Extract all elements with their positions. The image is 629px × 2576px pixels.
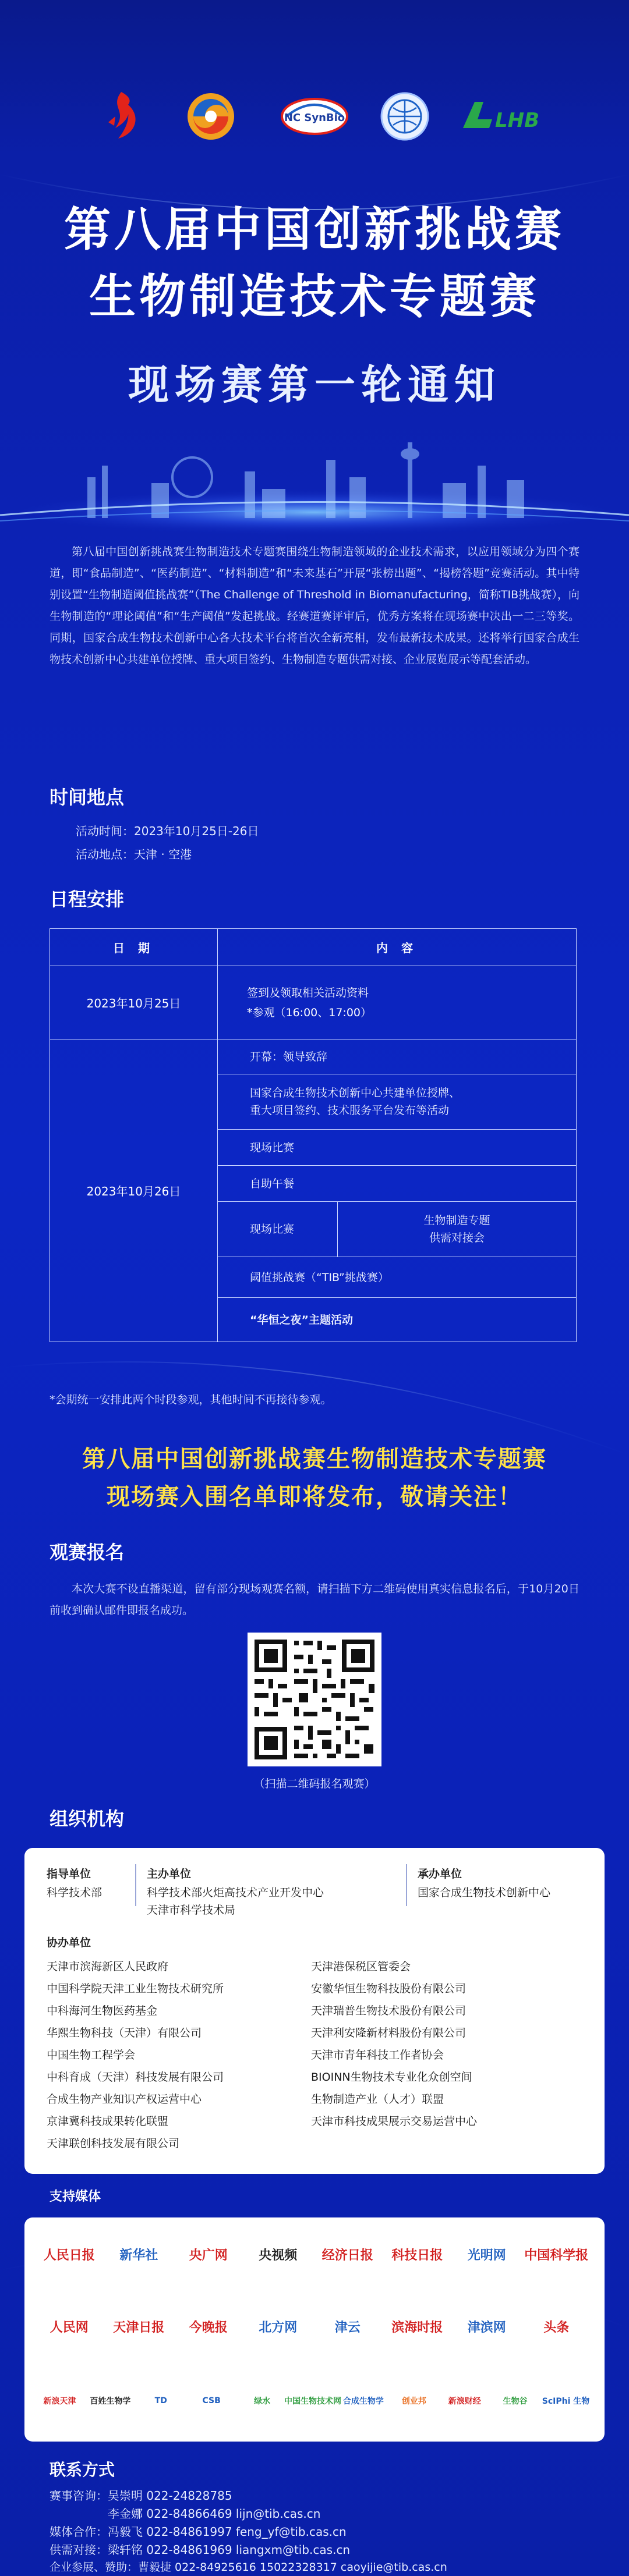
undertake-unit: 国家合成生物技术创新中心 (418, 1886, 551, 1899)
co-organizer-item: 华熙生物科技（天津）有限公司 (47, 2027, 202, 2039)
media-logo: 津云 (334, 2320, 361, 2335)
media-logo: 央广网 (189, 2248, 228, 2263)
co-organizer-item: 中科海河生物医药基金 (47, 2004, 158, 2017)
co-organizer-item: 天津利安隆新材料股份有限公司 (311, 2027, 467, 2039)
media-logo: 光明网 (467, 2248, 506, 2263)
qr-code-icon (248, 1633, 381, 1766)
day2-evening-event: “华恒之夜”主题活动 (250, 1313, 353, 1326)
logo-bar (0, 87, 629, 175)
guide-unit: 科学技术部 (47, 1886, 103, 1899)
co-organizers-right (311, 1956, 477, 2133)
media-logo: 天津日报 (113, 2320, 165, 2335)
media-logo: 北方网 (259, 2320, 298, 2335)
lhb-label: LHB (495, 109, 540, 132)
lhb-icon (457, 87, 540, 146)
media-logo: 百姓生物学 (90, 2397, 131, 2406)
media-logo: 滨海时报 (391, 2320, 443, 2335)
registration-heading: 观赛报名 (50, 1541, 125, 1563)
day2-matchmaking-line2: 供需对接会 (429, 1232, 485, 1244)
co-organizer-item: 天津市青年科技工作者协会 (311, 2049, 444, 2061)
media-logo: 头条 (543, 2320, 570, 2335)
swirl-emblem-icon (182, 87, 240, 146)
schedule-heading: 日程安排 (50, 888, 125, 910)
announcement-line2: 现场赛入围名单即将发布，敬请关注！ (107, 1484, 522, 1510)
day2-ceremony-line1: 国家合成生物技术创新中心共建单位授牌、 (250, 1087, 461, 1099)
media-logo: 今晚报 (189, 2320, 228, 2335)
media-logo: 科技日报 (391, 2248, 443, 2263)
media-logo: 新浪财经 (448, 2397, 481, 2406)
day2-matchmaking-line1: 生物制造专题 (423, 1214, 490, 1227)
contact-line-1: 赛事咨询：吴崇明 022-24828785 (50, 2489, 232, 2503)
media-row-3 (36, 2380, 593, 2421)
day2-ceremony-line2: 重大项目签约、技术服务平台发布等活动 (250, 1104, 450, 1117)
co-organizer-item: 天津市滨海新区人民政府 (47, 1960, 169, 1973)
co-organizer-item: 天津联创科技发展有限公司 (47, 2137, 180, 2150)
schedule-col-content: 内 容 (376, 941, 418, 955)
media-logo: ScIPhi 生物 (542, 2397, 590, 2406)
contact-line-4: 供需对接：梁轩铭 022-84861969 liangxm@tib.cas.cn (50, 2543, 351, 2557)
day1-line1: 签到及领取相关活动资料 (247, 986, 369, 999)
media-logo: 中国科学报 (524, 2248, 589, 2263)
media-logo: 创业邦 (401, 2397, 426, 2406)
co-organizer-title: 协办单位 (47, 1936, 91, 1949)
day2-date: 2023年10月26日 (50, 1039, 218, 1342)
contact-heading: 联系方式 (50, 2460, 115, 2479)
registration-text (50, 1578, 579, 1621)
media-logo: 经济日报 (321, 2248, 373, 2263)
main-title-line1: 第八届中国创新挑战赛 (64, 203, 565, 257)
co-organizer-item: 天津市科技成果展示交易运营中心 (311, 2115, 478, 2128)
organizers-divider (135, 1864, 136, 1906)
media-logo: 新浪天津 (43, 2397, 76, 2406)
host-unit-1: 科学技术部火炬高技术产业开发中心 (147, 1886, 324, 1899)
schedule-row-day2 (50, 1039, 576, 1342)
organizers-heading: 组织机构 (50, 1808, 125, 1830)
day2-ceremony (218, 1074, 576, 1130)
host-unit-2: 天津市科学技术局 (147, 1904, 236, 1917)
schedule-header-row (50, 929, 576, 966)
co-organizer-item: 天津港保税区管委会 (311, 1960, 411, 1973)
skyline-illustration (0, 407, 629, 530)
nc-synbio-icon (274, 87, 355, 146)
co-organizer-item: 中国生物工程学会 (47, 2049, 136, 2061)
undertake-title: 承办单位 (418, 1868, 462, 1880)
intro-text (50, 541, 579, 670)
host-title: 主办单位 (147, 1868, 192, 1880)
announcement-line1: 第八届中国创新挑战赛生物制造技术专题赛 (82, 1446, 547, 1472)
media-logo: TD (154, 2396, 167, 2405)
media-logo: 人民日报 (43, 2248, 95, 2263)
media-row-2 (36, 2306, 593, 2347)
media-logo: 新华社 (119, 2248, 158, 2263)
day2-competition-1: 现场比赛 (218, 1130, 576, 1166)
media-row-1 (36, 2234, 593, 2275)
media-logo: CSB (202, 2396, 221, 2405)
intro-paragraph: 第八届中国创新挑战赛生物制造技术专题赛围绕生物制造领域的企业技术需求，以应用领域分为四个赛道，即“食品制造”、“医药制造”、“材料制造”和“未来基石”开展“张榜出题”、“揭榜答题”竞赛活动。其中特别设置“生物制造阈值挑战赛”（The Challenge of Threshold in Biomanufacturing，简称TIB挑战赛），向生物制造的“理论阈值”和“生产阈值”发起挑战。经赛道赛评审后，优秀方案将在现场赛中决出一二三等奖。同期，国家合成生物技术创新中心各大技术平台将首次全新亮相，发布最新技术成果。还将举行国家合成生物技术创新中心共建单位授牌、重大项目签约、生物制造专题供需对接、企业展览展示等配套活动。 (50, 545, 579, 666)
day2-lunch: 自助午餐 (218, 1166, 576, 1202)
media-logo: 中国生物技术网 (284, 2397, 341, 2406)
organizers-divider (406, 1864, 407, 1906)
media-heading: 支持媒体 (50, 2190, 101, 2204)
media-logo: 绿水 (254, 2397, 271, 2406)
co-organizer-item: 中科育成（天津）科技发展有限公司 (47, 2071, 224, 2084)
organizers-card (24, 1848, 605, 2174)
day2-competition-2: 现场比赛 (218, 1202, 338, 1257)
co-organizers-left (47, 1956, 224, 2155)
day2-tib-challenge: 阈值挑战赛（“TIB”挑战赛） (218, 1257, 576, 1298)
media-logo: 人民网 (50, 2320, 89, 2335)
event-place: 活动地点：天津 · 空港 (76, 847, 192, 861)
time-place-heading: 时间地点 (50, 786, 125, 808)
main-title-line2: 生物制造技术专题赛 (89, 269, 540, 324)
co-organizer-item: 京津冀科技成果转化联盟 (47, 2115, 169, 2128)
day1-date: 2023年10月25日 (50, 966, 218, 1039)
registration-qr-code[interactable] (248, 1633, 381, 1766)
co-organizer-item: 天津瑞普生物技术股份有限公司 (311, 2004, 467, 2017)
registration-paragraph: 本次大赛不设直播渠道，留有部分现场观赛名额，请扫描下方二维码使用真实信息报名后，于10月20日前收到确认邮件即报名成功。 (50, 1582, 579, 1617)
co-organizer-item: 中国科学院天津工业生物技术研究所 (47, 1982, 224, 1995)
qr-caption: （扫描二维码报名观赛） (253, 1777, 376, 1790)
schedule-note: *会期统一安排此两个时段参观，其他时间不再接待参观。 (50, 1393, 332, 1406)
co-organizer-item: BIOINN生物技术专业化众创空间 (311, 2071, 472, 2084)
contact-line-3: 媒体合作：冯毅飞 022-84861997 feng_yf@tib.cas.cn (50, 2525, 347, 2539)
co-organizer-item: 生物制造产业（人才）联盟 (311, 2093, 444, 2106)
co-organizer-item: 合成生物产业知识产权运营中心 (47, 2093, 202, 2106)
schedule-col-date: 日 期 (50, 929, 218, 966)
nc-synbio-label: NC SynBio (284, 112, 345, 124)
contact-line-5: 企业参展、赞助：曹毅捷 022-84925616 15022328317 caoyijie@tib.cas.cn (50, 2561, 447, 2574)
media-logo: 津滨网 (467, 2320, 506, 2335)
contact-line-2: 李金娜 022-84866469 lijn@tib.cas.cn (50, 2507, 321, 2521)
globe-seal-icon (376, 87, 434, 146)
media-logo: 生物谷 (503, 2397, 528, 2406)
media-logo: 合成生物学 (342, 2397, 384, 2406)
flame-torch-icon (92, 87, 150, 146)
media-card (24, 2217, 605, 2442)
media-logo: 央视频 (259, 2248, 298, 2263)
day2-matchmaking (338, 1202, 576, 1257)
subtitle: 现场赛第一轮通知 (128, 361, 501, 409)
day2-opening: 开幕：领导致辞 (218, 1039, 576, 1074)
guide-title: 指导单位 (47, 1868, 91, 1880)
day2-split-row (218, 1202, 576, 1257)
schedule-row-day1 (50, 966, 576, 1039)
day1-line2: *参观（16:00、17:00） (247, 1006, 372, 1019)
schedule-table (50, 928, 577, 1342)
event-time: 活动时间：2023年10月25日-26日 (76, 824, 259, 838)
co-organizer-item: 安徽华恒生物科技股份有限公司 (311, 1982, 467, 1995)
